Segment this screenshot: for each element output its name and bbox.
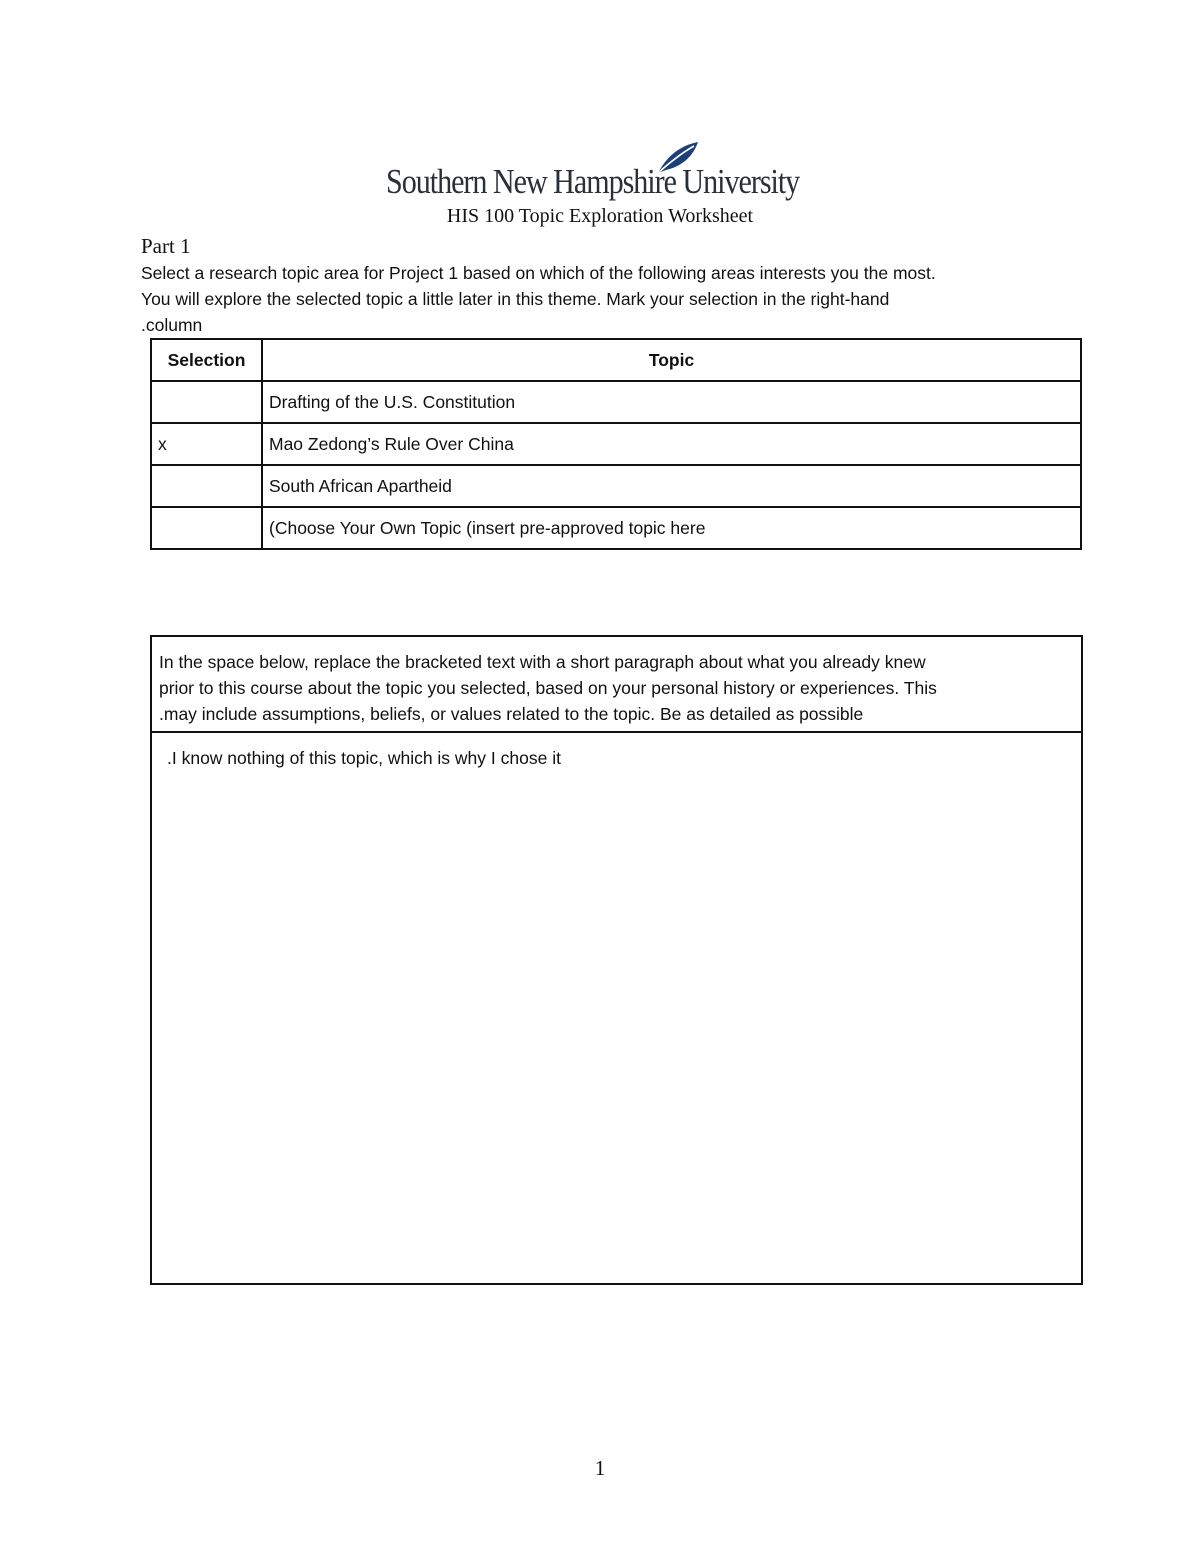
table-row: [151, 507, 1081, 549]
logo-text: Southern New Hampshire University: [386, 162, 800, 201]
reflection-answer[interactable]: .I know nothing of this topic, which is why I chose it: [167, 748, 561, 768]
topic-column-header: Topic: [262, 339, 1081, 381]
instruction-line: Select a research topic area for Project 1 based on which of the following areas interests you the most.: [141, 263, 936, 283]
prompt-line: prior to this course about the topic you selected, based on your personal history or experiences. This: [159, 678, 937, 698]
reflection-box: [150, 635, 1083, 1285]
instructions-paragraph: [141, 260, 1061, 338]
topic-cell: (Choose Your Own Topic (insert pre-approved topic here: [262, 507, 1081, 549]
selection-cell[interactable]: [151, 465, 262, 507]
instruction-line: .column: [141, 315, 203, 335]
table-header-row: [151, 339, 1081, 381]
topic-cell: Drafting of the U.S. Constitution: [262, 381, 1081, 423]
selection-cell[interactable]: [151, 381, 262, 423]
selection-cell[interactable]: [151, 507, 262, 549]
table-row: [151, 381, 1081, 423]
page-number: 1: [594, 1456, 606, 1480]
university-logo: [386, 140, 816, 208]
table-row: [151, 423, 1081, 465]
table-row: [151, 465, 1081, 507]
topic-cell: Mao Zedong’s Rule Over China: [262, 423, 1081, 465]
selection-cell[interactable]: x: [151, 423, 262, 465]
prompt-line: In the space below, replace the bracketed text with a short paragraph about what you already knew: [159, 652, 926, 672]
reflection-prompt: [152, 637, 1081, 733]
instruction-line: You will explore the selected topic a little later in this theme. Mark your selection in the right-hand: [141, 289, 890, 309]
topic-selection-table: [150, 338, 1082, 550]
selection-column-header: Selection: [151, 339, 262, 381]
topic-cell: South African Apartheid: [262, 465, 1081, 507]
part-heading: Part 1: [141, 234, 191, 258]
prompt-line: .may include assumptions, beliefs, or values related to the topic. Be as detailed as possible: [159, 704, 864, 724]
document-title: HIS 100 Topic Exploration Worksheet: [446, 205, 754, 227]
